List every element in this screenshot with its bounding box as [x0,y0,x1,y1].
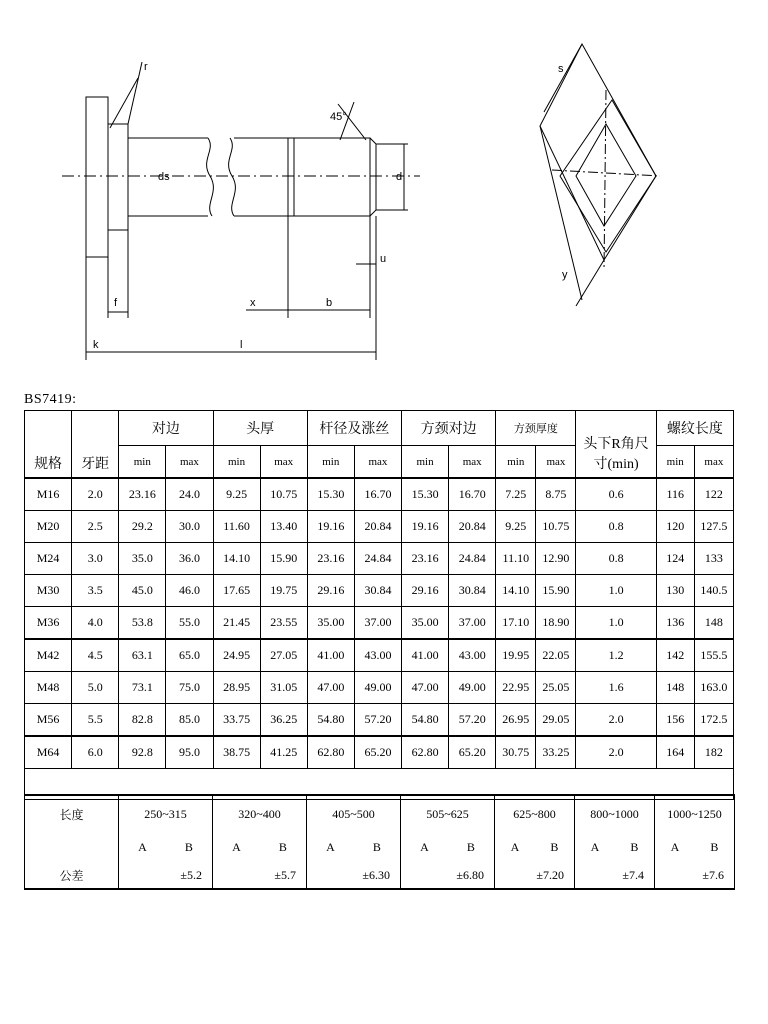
cell-ds-max: 65.20 [354,736,401,769]
cell-f-min: 22.95 [496,672,536,704]
cell-b-min: 124 [656,543,694,575]
tolerance-value: ±7.6 [702,867,724,882]
cell-k-min: 33.75 [213,704,260,737]
cell-f-max: 33.25 [536,736,576,769]
cell-spec: M56 [25,704,72,737]
grade-b: B [710,839,719,854]
cell-v-max: 24.84 [449,543,496,575]
cell-k-min: 9.25 [213,478,260,511]
bolt-head [86,97,108,257]
cell-s-max: 95.0 [166,736,213,769]
length-range: 800~1000 [575,795,655,832]
grade-cell [495,832,575,862]
cell-r: 1.0 [576,607,656,640]
tolerance-value: ±6.80 [456,867,484,882]
cell-s-max: 75.0 [166,672,213,704]
cell-s-max: 46.0 [166,575,213,607]
header-square-neck-flats: 方颈对边 [402,411,496,446]
tolerance-value: ±5.7 [274,867,296,882]
y-label: y [562,269,568,281]
cell-v-max: 43.00 [449,639,496,672]
table-row [25,543,734,575]
x-label: x [250,297,256,309]
table-row [25,607,734,640]
cell-v-max: 57.20 [449,704,496,737]
cell-k-max: 13.40 [260,511,307,543]
cell-v-max: 49.00 [449,672,496,704]
tolerance-cell [213,862,307,889]
cell-pitch: 5.5 [72,704,119,737]
cell-pitch: 3.0 [72,543,119,575]
grade-cell [401,832,495,862]
header-shank-diameter: 杆径及涨丝 [307,411,401,446]
header-min: min [496,446,536,479]
table-row [25,672,734,704]
grade-b: B [278,839,287,854]
grade-a: A [670,839,680,854]
cell-spec: M48 [25,672,72,704]
cell-f-min: 26.95 [496,704,536,737]
grade-a: A [326,839,335,854]
header-min: min [656,446,694,479]
cell-spec: M30 [25,575,72,607]
table-row [25,736,734,769]
cell-s-max: 85.0 [166,704,213,737]
header-max: max [166,446,213,479]
header-max: max [449,446,496,479]
bolt-thread [288,138,370,216]
cell-pitch: 2.0 [72,478,119,511]
cell-ds-min: 62.80 [307,736,354,769]
cell-ds-min: 29.16 [307,575,354,607]
cell-f-max: 29.05 [536,704,576,737]
cell-f-max: 8.75 [536,478,576,511]
cell-f-min: 17.10 [496,607,536,640]
grade-b: B [550,839,559,854]
cell-ds-max: 43.00 [354,639,401,672]
cell-v-max: 20.84 [449,511,496,543]
cell-f-max: 15.90 [536,575,576,607]
spec-table-body [25,478,734,769]
tolerance-value: ±6.30 [362,867,390,882]
cell-pitch: 4.0 [72,607,119,640]
cell-v-max: 30.84 [449,575,496,607]
l-label: l [240,339,243,351]
cell-f-min: 7.25 [496,478,536,511]
cell-r: 2.0 [576,704,656,737]
cell-r: 0.6 [576,478,656,511]
cell-s-max: 30.0 [166,511,213,543]
cell-s-min: 63.1 [119,639,166,672]
cell-ds-max: 30.84 [354,575,401,607]
cell-spec: M24 [25,543,72,575]
header-max: max [354,446,401,479]
cell-v-min: 29.16 [402,575,449,607]
cell-k-max: 10.75 [260,478,307,511]
cell-spec: M42 [25,639,72,672]
cell-s-max: 24.0 [166,478,213,511]
cell-pitch: 4.5 [72,639,119,672]
cell-ds-min: 41.00 [307,639,354,672]
cell-pitch: 5.0 [72,672,119,704]
grade-a: A [590,839,600,854]
cell-b-max: 172.5 [694,704,733,737]
cell-ds-min: 35.00 [307,607,354,640]
cell-s-min: 45.0 [119,575,166,607]
length-range: 320~400 [213,795,307,832]
cell-k-max: 31.05 [260,672,307,704]
cell-v-min: 19.16 [402,511,449,543]
length-label: 长度 [25,795,119,832]
ds-label: ds [158,171,170,183]
cell-b-min: 120 [656,511,694,543]
grade-cell [575,832,655,862]
cell-k-max: 27.05 [260,639,307,672]
length-tolerance-table [24,794,735,890]
cell-f-max: 18.90 [536,607,576,640]
cell-ds-min: 47.00 [307,672,354,704]
cell-k-min: 17.65 [213,575,260,607]
cell-spec: M36 [25,607,72,640]
cell-s-min: 23.16 [119,478,166,511]
header-min: min [119,446,166,479]
tolerance-value: ±7.4 [622,867,644,882]
cell-ds-max: 24.84 [354,543,401,575]
tolerance-cell [307,862,401,889]
table-row [25,478,734,511]
cell-b-max: 155.5 [694,639,733,672]
length-range: 1000~1250 [655,795,735,832]
tolerance-cell [119,862,213,889]
cell-b-min: 156 [656,704,694,737]
length-range: 625~800 [495,795,575,832]
header-square-neck-thickness: 方颈厚度 [496,411,576,446]
grade-cell [655,832,735,862]
tolerance-cell [495,862,575,889]
header-thread-length: 螺纹长度 [656,411,733,446]
cell-s-min: 92.8 [119,736,166,769]
cell-v-max: 16.70 [449,478,496,511]
header-min: min [307,446,354,479]
grade-a: A [232,839,241,854]
header-across-flats: 对边 [119,411,213,446]
cell-b-max: 133 [694,543,733,575]
cell-ds-max: 16.70 [354,478,401,511]
cell-s-min: 82.8 [119,704,166,737]
grade-a: A [510,839,520,854]
cell-b-min: 142 [656,639,694,672]
cell-r: 0.8 [576,543,656,575]
table-row [25,511,734,543]
cell-b-min: 130 [656,575,694,607]
table-row [25,704,734,737]
cell-ds-min: 15.30 [307,478,354,511]
cell-r: 1.0 [576,575,656,607]
cell-s-min: 53.8 [119,607,166,640]
table-row [25,639,734,672]
cell-s-min: 35.0 [119,543,166,575]
u-label: u [380,253,387,265]
cell-k-max: 23.55 [260,607,307,640]
length-table-wrap [24,794,735,890]
cell-f-min: 19.95 [496,639,536,672]
cell-spec: M20 [25,511,72,543]
cell-f-max: 22.05 [536,639,576,672]
cell-s-max: 36.0 [166,543,213,575]
cell-pitch: 2.5 [72,511,119,543]
cell-f-max: 25.05 [536,672,576,704]
cell-r: 0.8 [576,511,656,543]
tolerance-cell [401,862,495,889]
spec-table-wrap [24,410,734,800]
grade-b: B [630,839,639,854]
cell-v-min: 62.80 [402,736,449,769]
tolerance-label: 公差 [25,862,119,889]
grade-cell [307,832,401,862]
cell-k-min: 11.60 [213,511,260,543]
table-row [25,575,734,607]
grade-b: B [466,839,475,854]
cell-s-min: 29.2 [119,511,166,543]
cell-r: 2.0 [576,736,656,769]
cell-v-min: 54.80 [402,704,449,737]
cell-v-min: 15.30 [402,478,449,511]
cell-k-min: 28.95 [213,672,260,704]
tolerance-cell [655,862,735,889]
cell-ds-max: 20.84 [354,511,401,543]
cell-ds-min: 54.80 [307,704,354,737]
length-range: 405~500 [307,795,401,832]
cell-k-min: 21.45 [213,607,260,640]
f-label: f [114,297,118,309]
cell-spec: M64 [25,736,72,769]
cell-v-min: 41.00 [402,639,449,672]
square-head-view [540,44,660,306]
header-fillet-radius: 头下R角尺寸(min) [576,411,656,479]
cell-f-max: 10.75 [536,511,576,543]
tolerance-cell [575,862,655,889]
k-label: k [93,339,99,351]
tolerance-value: ±7.20 [536,867,564,882]
cell-v-min: 47.00 [402,672,449,704]
grade-a: A [138,839,147,854]
cell-f-max: 12.90 [536,543,576,575]
header-spec: 规格 [25,411,72,479]
cell-s-max: 65.0 [166,639,213,672]
header-min: min [213,446,260,479]
d-label: d [396,171,403,183]
r-label: r [144,61,148,73]
cell-b-max: 140.5 [694,575,733,607]
cell-b-max: 127.5 [694,511,733,543]
s-label: s [558,63,564,75]
cell-s-min: 73.1 [119,672,166,704]
cell-v-max: 65.20 [449,736,496,769]
header-pitch: 牙距 [72,411,119,479]
cell-v-min: 23.16 [402,543,449,575]
cell-k-max: 36.25 [260,704,307,737]
cell-b-max: 122 [694,478,733,511]
cell-f-min: 30.75 [496,736,536,769]
cell-f-min: 14.10 [496,575,536,607]
cell-s-max: 55.0 [166,607,213,640]
cell-k-min: 24.95 [213,639,260,672]
grade-b: B [372,839,381,854]
header-head-thickness: 头厚 [213,411,307,446]
standard-label: BS7419: [24,392,77,407]
cell-b-min: 116 [656,478,694,511]
cell-pitch: 3.5 [72,575,119,607]
angle-label: 45° [330,111,347,123]
length-ab-spacer [25,832,119,862]
cell-b-min: 148 [656,672,694,704]
grade-cell [119,832,213,862]
tolerance-value: ±5.2 [180,867,202,882]
cell-b-max: 148 [694,607,733,640]
cell-ds-max: 49.00 [354,672,401,704]
cell-pitch: 6.0 [72,736,119,769]
cell-f-min: 9.25 [496,511,536,543]
cell-ds-max: 57.20 [354,704,401,737]
cell-k-min: 14.10 [213,543,260,575]
cell-ds-max: 37.00 [354,607,401,640]
spec-table [24,410,734,800]
cell-b-max: 182 [694,736,733,769]
cell-r: 1.6 [576,672,656,704]
length-range: 250~315 [119,795,213,832]
cell-k-max: 19.75 [260,575,307,607]
b-label: b [326,297,333,309]
cell-v-max: 37.00 [449,607,496,640]
length-range: 505~625 [401,795,495,832]
cell-ds-min: 19.16 [307,511,354,543]
grade-b: B [184,839,193,854]
header-max: max [694,446,733,479]
cell-spec: M16 [25,478,72,511]
header-max: max [536,446,576,479]
cell-b-min: 136 [656,607,694,640]
cell-k-max: 41.25 [260,736,307,769]
header-max: max [260,446,307,479]
cell-f-min: 11.10 [496,543,536,575]
header-min: min [402,446,449,479]
cell-k-max: 15.90 [260,543,307,575]
cell-ds-min: 23.16 [307,543,354,575]
grade-cell [213,832,307,862]
cell-r: 1.2 [576,639,656,672]
bolt-technical-drawing [0,0,768,390]
cell-b-min: 164 [656,736,694,769]
cell-v-min: 35.00 [402,607,449,640]
grade-a: A [420,839,429,854]
cell-b-max: 163.0 [694,672,733,704]
cell-k-min: 38.75 [213,736,260,769]
